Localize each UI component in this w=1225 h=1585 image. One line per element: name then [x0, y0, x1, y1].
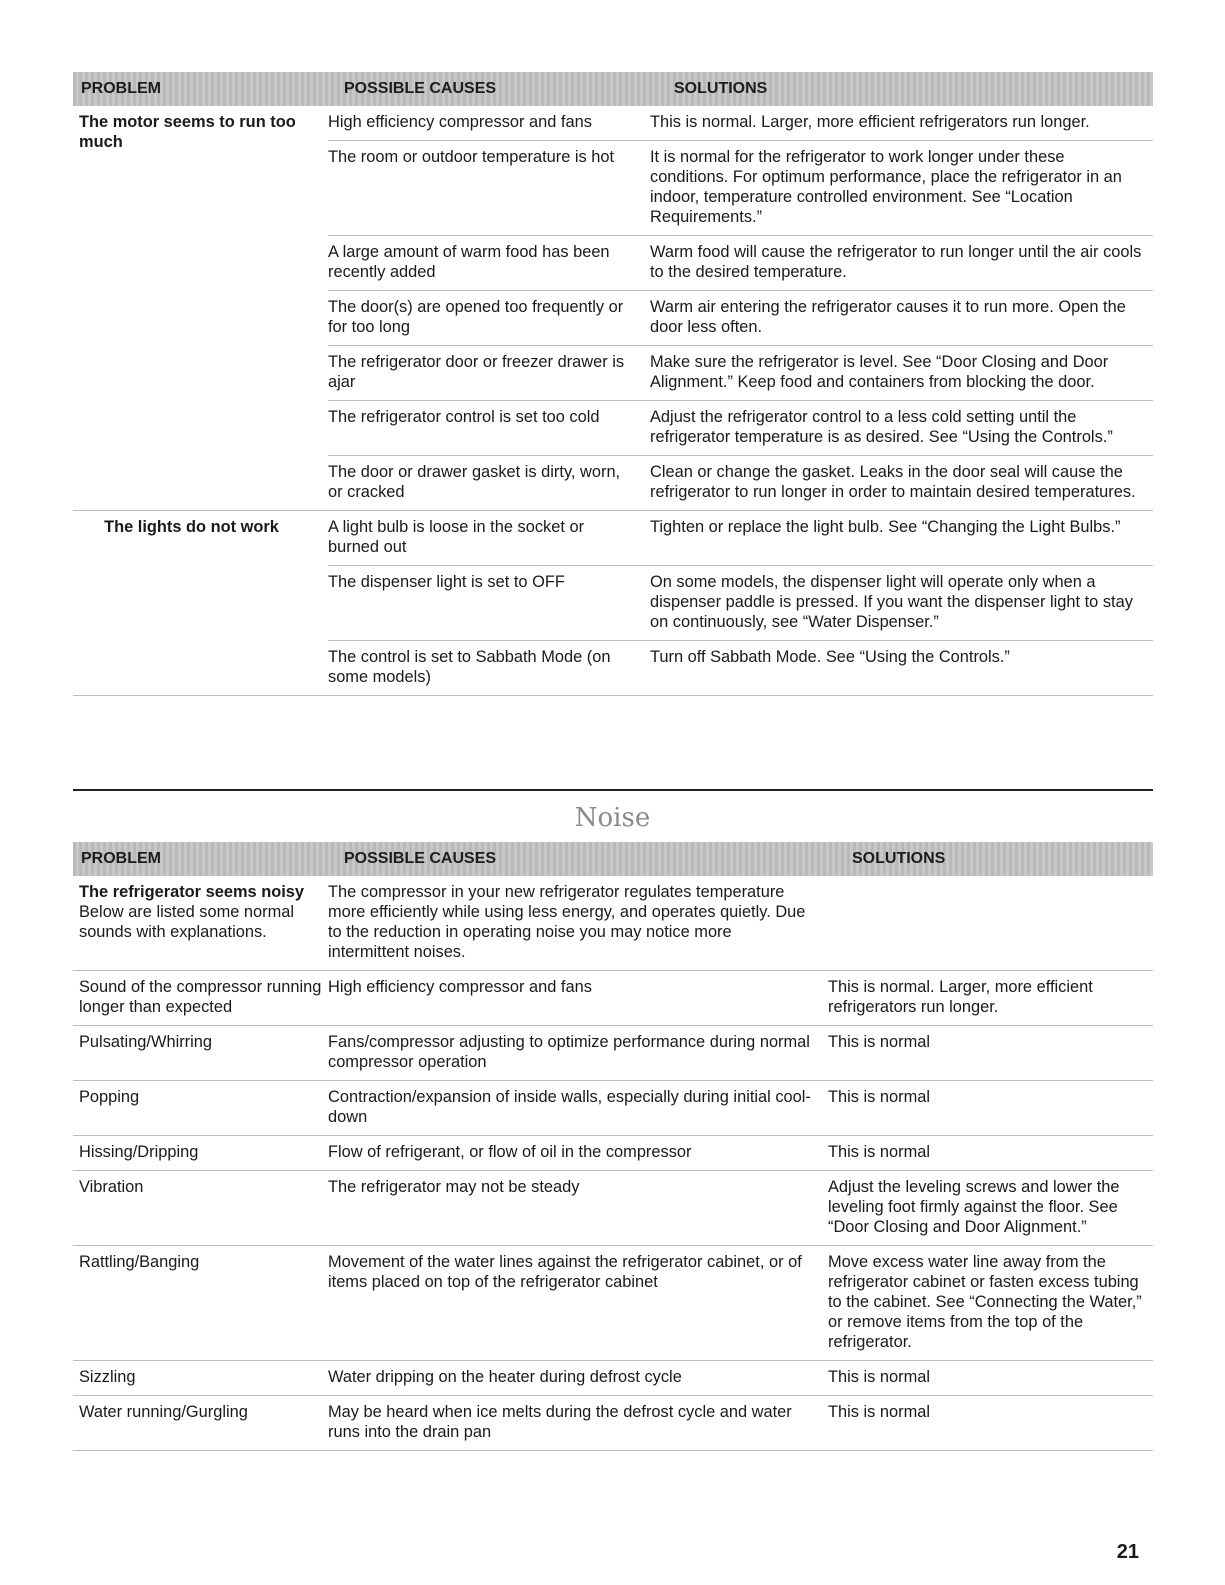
noise-solution-cell: This is normal [828, 1143, 931, 1161]
table-row [328, 511, 1153, 566]
page-number: 21 [1116, 1541, 1139, 1563]
table-row [73, 1171, 1153, 1246]
noise-solution-cell: This is normal [828, 1033, 931, 1051]
noise-problem-cell: Hissing/Dripping [79, 1143, 199, 1161]
table-row [328, 291, 1153, 346]
solution-cell: Warm food will cause the refrigerator to run longer until the air cools to the desired temperature. [650, 243, 1142, 281]
cause-cell: The refrigerator door or freezer drawer is ajar [328, 353, 625, 391]
cause-cell: The door(s) are opened too frequently or for too long [328, 298, 624, 336]
cause-cell: The refrigerator control is set too cold [328, 408, 600, 426]
noise-solution-cell: Move excess water line away from the refrigerator cabinet or fasten excess tubing to the cabinet. See “Connecting the Water,” or remove items from the top of the refrigerator. [828, 1253, 1142, 1351]
noise-problem-cell: Sound of the compressor running longer than expected [79, 978, 322, 1016]
table-row [73, 1081, 1153, 1136]
table-row [328, 456, 1153, 510]
problem-group [73, 511, 1153, 696]
solution-cell: Adjust the refrigerator control to a less cold setting until the refrigerator temperature is as desired. See “Using the Controls.” [650, 408, 1113, 446]
noise-intro-problem [73, 882, 328, 962]
solution-cell: Warm air entering the refrigerator causes it to run more. Open the door less often. [650, 298, 1126, 336]
problem-group [73, 106, 1153, 511]
cause-cell: High efficiency compressor and fans [328, 113, 592, 131]
solution-cell: Make sure the refrigerator is level. See “Door Closing and Door Alignment.” Keep food and containers from blocking the door. [650, 353, 1109, 391]
noise-rows [73, 971, 1153, 1451]
noise-cause-cell: Flow of refrigerant, or flow of oil in the compressor [328, 1143, 692, 1161]
cause-cell: The door or drawer gasket is dirty, worn, or cracked [328, 463, 621, 501]
troubleshooting-table [73, 72, 1153, 696]
section-title: Noise [574, 803, 651, 833]
table-header [73, 72, 1153, 106]
cause-cell: The dispenser light is set to OFF [328, 573, 565, 591]
table-row [328, 141, 1153, 236]
table-row [328, 641, 1153, 695]
solution-cell: Clean or change the gasket. Leaks in the door seal will cause the refrigerator to run longer in order to maintain desired temperatures. [650, 463, 1136, 501]
table-row [73, 1246, 1153, 1361]
section-divider [73, 789, 1153, 791]
noise-cause-cell: May be heard when ice melts during the defrost cycle and water runs into the drain pan [328, 1403, 792, 1441]
solution-cell: Tighten or replace the light bulb. See “Changing the Light Bulbs.” [650, 518, 1121, 536]
solution-cell: This is normal. Larger, more efficient refrigerators run longer. [650, 113, 1090, 131]
noise-cause-cell: The refrigerator may not be steady [328, 1178, 580, 1196]
cause-cell: A large amount of warm food has been recently added [328, 243, 610, 281]
solution-cell: It is normal for the refrigerator to work longer under these conditions. For optimum performance, place the refrigerator in an indoor, temperature controlled environment. See “Location Requirements.” [650, 148, 1122, 226]
table-row [73, 971, 1153, 1026]
noise-cause-cell: Contraction/expansion of inside walls, especially during initial cool-down [328, 1088, 811, 1126]
noise-cause-cell: High efficiency compressor and fans [328, 978, 592, 996]
noise-intro-cause: The compressor in your new refrigerator regulates temperature more efficiently while using less energy, and operates quietly. Due to the reduction in operating noise you may notice more intermittent noises. [328, 883, 806, 961]
solution-cell: On some models, the dispenser light will operate only when a dispenser paddle is pressed. If you want the dispenser light to stay on continuously, see “Water Dispenser.” [650, 573, 1133, 631]
table-row [328, 566, 1153, 641]
header-problem: PROBLEM [81, 850, 161, 867]
header-solutions: SOLUTIONS [674, 80, 768, 97]
header-solutions: SOLUTIONS [852, 850, 946, 867]
noise-intro-note: Below are listed some normal sounds with explanations. [79, 903, 294, 941]
noise-intro-title: The refrigerator seems noisy [79, 883, 305, 901]
noise-solution-cell: This is normal [828, 1368, 931, 1386]
table-row [328, 401, 1153, 456]
noise-solution-cell: This is normal [828, 1403, 931, 1421]
table-row [73, 1136, 1153, 1171]
problem-label: The motor seems to run too much [79, 113, 296, 151]
table-row [328, 346, 1153, 401]
noise-solution-cell: Adjust the leveling screws and lower the leveling foot firmly against the floor. See “Door Closing and Door Alignment.” [828, 1178, 1120, 1236]
problem-label: The lights do not work [104, 518, 279, 536]
header-causes: POSSIBLE CAUSES [344, 850, 497, 867]
noise-intro-row [73, 876, 1153, 971]
table-row [73, 1361, 1153, 1396]
noise-cause-cell: Movement of the water lines against the refrigerator cabinet, or of items placed on top of the refrigerator cabinet [328, 1253, 802, 1291]
noise-problem-cell: Popping [79, 1088, 140, 1106]
noise-table-header [73, 842, 1153, 876]
noise-problem-cell: Water running/Gurgling [79, 1403, 248, 1421]
problem-groups [73, 106, 1153, 696]
noise-intro-solution [828, 882, 1153, 962]
noise-problem-cell: Rattling/Banging [79, 1253, 200, 1271]
table-row [328, 106, 1153, 141]
solution-cell: Turn off Sabbath Mode. See “Using the Controls.” [650, 648, 1010, 666]
header-problem: PROBLEM [81, 80, 161, 97]
cause-cell: The control is set to Sabbath Mode (on some models) [328, 648, 611, 686]
noise-cause-cell: Water dripping on the heater during defrost cycle [328, 1368, 682, 1386]
noise-problem-cell: Vibration [79, 1178, 144, 1196]
noise-table [73, 842, 1153, 1451]
header-causes: POSSIBLE CAUSES [344, 80, 497, 97]
noise-solution-cell: This is normal. Larger, more efficient refrigerators run longer. [828, 978, 1093, 1016]
cause-cell: The room or outdoor temperature is hot [328, 148, 615, 166]
noise-problem-cell: Pulsating/Whirring [79, 1033, 212, 1051]
cause-cell: A light bulb is loose in the socket or burned out [328, 518, 585, 556]
table-row [73, 1396, 1153, 1451]
noise-solution-cell: This is normal [828, 1088, 931, 1106]
table-row [328, 236, 1153, 291]
noise-problem-cell: Sizzling [79, 1368, 136, 1386]
table-row [73, 1026, 1153, 1081]
noise-cause-cell: Fans/compressor adjusting to optimize performance during normal compressor operation [328, 1033, 810, 1071]
